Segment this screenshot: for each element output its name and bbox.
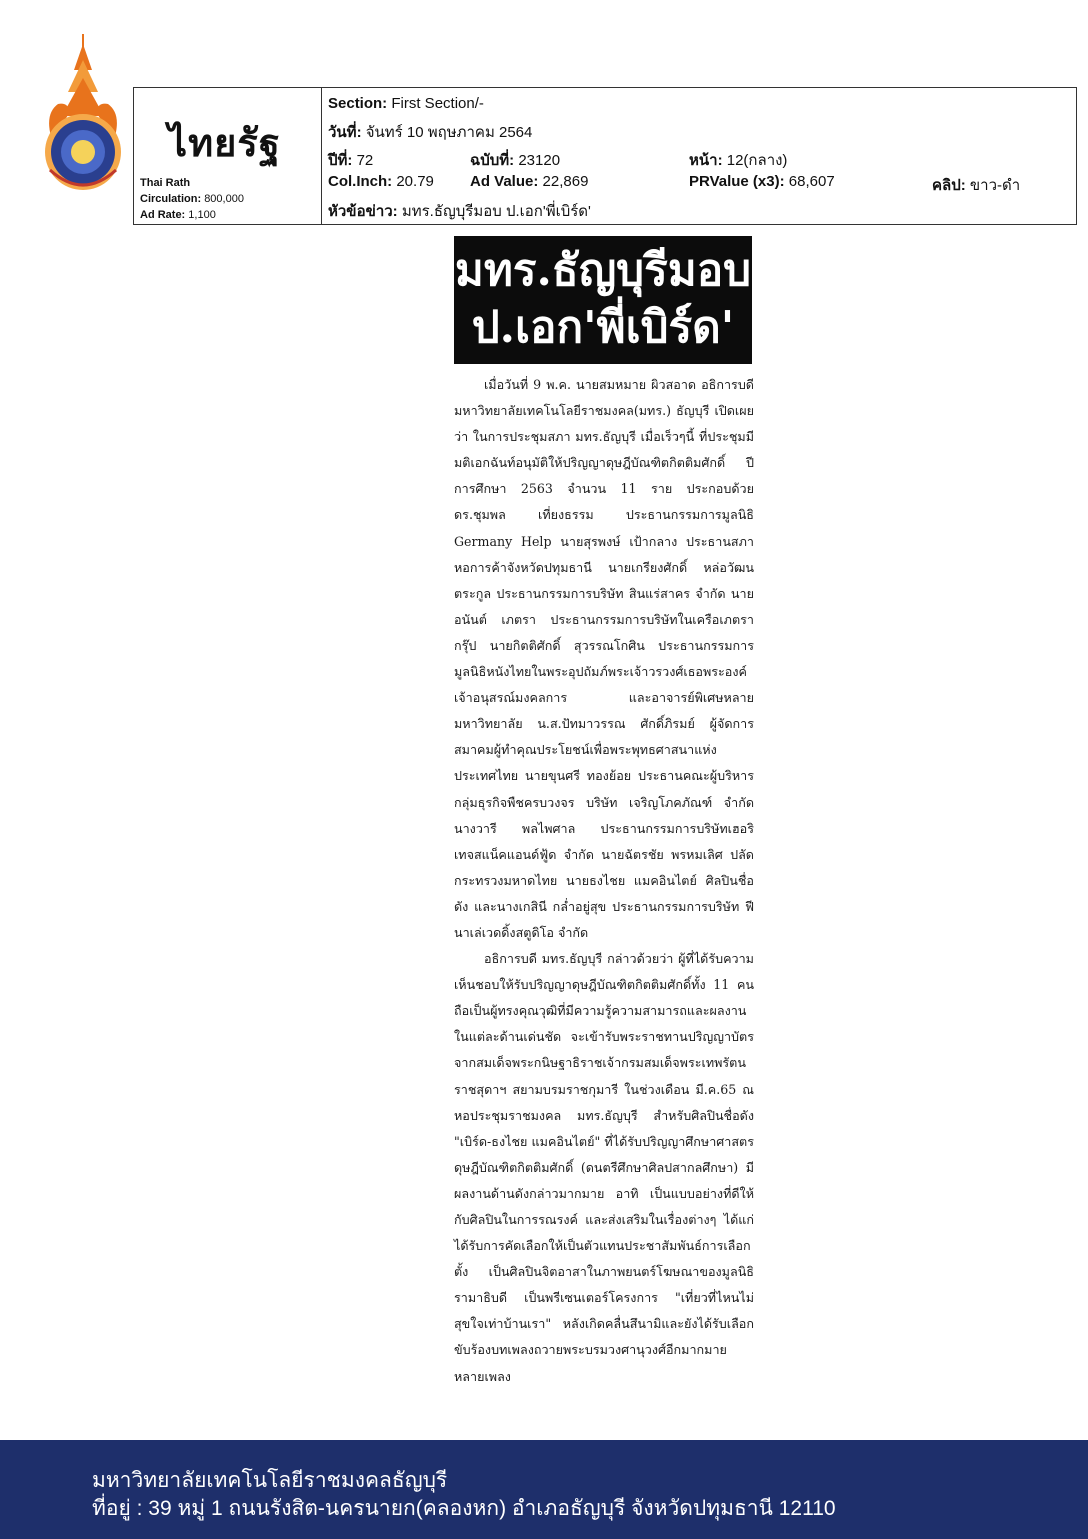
headline-field: หัวข้อข่าว: มทร.ธัญบุรีมอบ ป.เอก'พี่เบิร์ด' [328, 203, 591, 220]
clipping-header [133, 87, 1077, 225]
section-field: Section: First Section/- [328, 95, 484, 112]
issue-field: ฉบับที่: 23120 [470, 152, 561, 169]
article-title-line1: มทร.ธัญบุรีมอบ [454, 245, 752, 296]
circulation: Circulation: 800,000 [140, 193, 244, 205]
article-paragraph: เมื่อวันที่ 9 พ.ค. นายสมหมาย ผิวสอาด อธิการบดีมหาวิทยาลัยเทคโนโลยีราชมงคล(มทร.) ธัญบุรี เปิดเผยว่า ในการประชุมสภา มทร.ธัญบุรี เมื่อเร็วๆนี้ ที่ประชุมมีมติเอกฉันท์อนุมัติให้ปริญญาดุษฎีบัณฑิตกิตติมศักดิ์ ปีการศึกษา 2563 จำนวน 11 ราย ประกอบด้วย ดร.ชุมพล เที่ยงธรรม ประธานกรรมการมูลนิธิ Germany Help นายสุรพงษ์ เป้ากลาง ประธานสภาหอการค้าจังหวัดปทุมธานี นายเกรียงศักดิ์ หล่อวัฒนตระกูล ประธานกรรมการบริษัท สินแร่สาคร จำกัด นายอนันต์ เภตรา ประธานกรรมการบริษัทในเครือเภตรากรุ๊ป นายกิตติศักดิ์ สุวรรณโกศิน ประธานกรรมการมูลนิธิหนังไทยในพระอุปถัมภ์พระเจ้าวรวงศ์เธอพระองค์เจ้าอนุสรณ์มงคลการ และอาจารย์พิเศษหลายมหาวิทยาลัย น.ส.ปัทมาวรรณ ศักดิ์ภิรมย์ ผู้จัดการสมาคมผู้ทำคุณประโยชน์เพื่อพระพุทธศาสนาแห่งประเทศไทย นายขุนศรี ทองย้อย ประธานคณะผู้บริหารกลุ่มธุรกิจพืชครบวงจร บริษัท เจริญโภคภัณฑ์ จำกัด นางวารี พลไพศาล ประธานกรรมการบริษัทเฮอริเทจสแน็คแอนด์ฟู้ด จำกัด นายฉัตรชัย พรหมเลิศ ปลัดกระทรวงมหาดไทย นายธงไชย แมคอินไตย์ ศิลปินชื่อดัง และนางเกสินี กล่ำอยู่สุข ประธานกรรมการบริษัท ฟีนาเล่เวดดิ้งสตูดิโอ จำกัด [454, 377, 754, 940]
publication-panel [134, 88, 322, 224]
colinch-field: Col.Inch: 20.79 [328, 173, 434, 190]
footer-address: ที่อยู่ : 39 หมู่ 1 ถนนรังสิต-นครนายก(คลองหก) อำเภอธัญบุรี จังหวัดปทุมธานี 12110 [92, 1497, 836, 1520]
ad-rate: Ad Rate: 1,100 [140, 209, 216, 221]
publication-name: ไทยรัฐ [168, 123, 281, 165]
publication-name-en: Thai Rath [140, 177, 191, 189]
date-field: วันที่: จันทร์ 10 พฤษภาคม 2564 [328, 124, 533, 141]
clip-field: คลิป: ขาว-ดำ [932, 177, 1021, 194]
article-paragraph: อธิการบดี มทร.ธัญบุรี กล่าวด้วยว่า ผู้ที่ได้รับความเห็นชอบให้รับปริญญาดุษฎีบัณฑิตกิตติมศักดิ์ทั้ง 11 คนถือเป็นผู้ทรงคุณวุฒิที่มีความรู้ความสามารถและผลงานในแต่ละด้านเด่นชัด จะเข้ารับพระราชทานปริญญาบัตรจากสมเด็จพระกนิษฐาธิราชเจ้ากรมสมเด็จพระเทพรัตนราชสุดาฯ สยามบรมราชกุมารี ในช่วงเดือน มี.ค.65 ณ หอประชุมราชมงคล มทร.ธัญบุรี สำหรับศิลปินชื่อดัง "เบิร์ด-ธงไชย แมคอินไตย์" ที่ได้รับปริญญาศึกษาศาสตรดุษฎีบัณฑิตกิตติมศักดิ์ (ดนตรีศึกษาศิลปสากลศึกษา) มีผลงานด้านดังกล่าวมากมาย อาทิ เป็นแบบอย่างที่ดีให้กับศิลปินในการรณรงค์ และส่งเสริมในเรื่องต่างๆ ได้แก่ ได้รับการคัดเลือกให้เป็นตัวแทนประชาสัมพันธ์การเลือกตั้ง เป็นศิลปินจิตอาสาในภาพยนตร์โฆษณาของมูลนิธิรามาธิบดี เป็นพรีเซนเตอร์โครงการ "เที่ยวที่ไหนไม่สุขใจเท่าบ้านเรา" หลังเกิดคลื่นสึนามิและยังได้รับเลือกขับร้องบทเพลงถวายพระบรมวงศานุวงศ์อีกมากมายหลายเพลง [454, 951, 754, 1384]
footer [0, 1440, 1088, 1539]
article-title [454, 236, 752, 364]
page-field: หน้า: 12(กลาง) [689, 152, 788, 169]
university-emblem-icon [38, 30, 128, 190]
year-field: ปีที่: 72 [328, 152, 374, 169]
advalue-field: Ad Value: 22,869 [470, 173, 589, 190]
article-body [454, 372, 754, 1390]
article-title-line2: ป.เอก'พี่เบิร์ด' [471, 302, 735, 353]
prvalue-field: PRValue (x3): 68,607 [689, 173, 835, 190]
footer-university: มหาวิทยาลัยเทคโนโลยีราชมงคลธัญบุรี [92, 1469, 448, 1492]
